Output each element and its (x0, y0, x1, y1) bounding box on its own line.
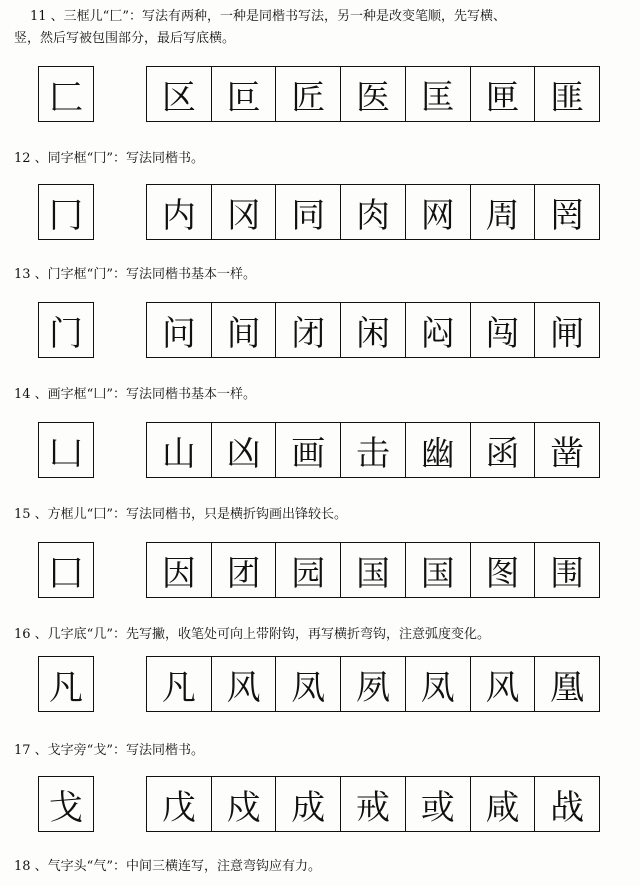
section-16-example-grid (146, 656, 600, 712)
example-cell (212, 777, 277, 831)
radical-char: 凵 (49, 433, 83, 474)
section-11-heading-cont: 竖，然后写被包围部分，最后写底横。 (14, 31, 236, 46)
section-15-example-grid (146, 542, 600, 598)
example-cell (341, 543, 406, 597)
example-char: 击 (356, 433, 391, 474)
example-cell (406, 657, 471, 711)
example-cell (147, 67, 212, 121)
section-11-heading: 11 、三框儿“匚”：写法有两种，一种是同楷书写法，另一种是改变笔顺，先写横、 (30, 9, 506, 24)
example-char: 匪 (550, 77, 585, 118)
example-char: 冈 (226, 195, 261, 236)
example-char: 闲 (356, 313, 391, 354)
example-cell (406, 543, 471, 597)
section-11-radical-box (38, 66, 94, 122)
example-char: 国 (356, 553, 391, 594)
example-cell (406, 185, 471, 239)
section-17-example-grid (146, 776, 600, 832)
radical-char: 凡 (49, 667, 83, 708)
example-cell (147, 185, 212, 239)
example-cell (212, 303, 277, 357)
example-cell (276, 303, 341, 357)
example-cell (341, 303, 406, 357)
example-cell (535, 185, 599, 239)
example-cell (535, 67, 599, 121)
example-char: 国 (420, 553, 455, 594)
example-char: 图 (485, 553, 520, 594)
example-cell (212, 543, 277, 597)
example-char: 匡 (420, 77, 455, 118)
example-cell (147, 423, 212, 477)
example-cell (212, 185, 277, 239)
example-char: 戊 (161, 787, 196, 828)
example-char: 函 (485, 433, 520, 474)
example-char: 闷 (420, 313, 455, 354)
example-char: 闯 (485, 313, 520, 354)
section-13-radical-box (38, 302, 94, 358)
example-char: 问 (161, 313, 196, 354)
section-14-radical-box (38, 422, 94, 478)
example-cell (212, 423, 277, 477)
example-cell (535, 303, 599, 357)
example-cell (471, 657, 536, 711)
example-char: 凤 (420, 667, 455, 708)
example-char: 凶 (226, 433, 261, 474)
example-char: 匣 (485, 77, 520, 118)
example-char: 咸 (485, 787, 520, 828)
example-cell (341, 185, 406, 239)
example-char: 山 (161, 433, 196, 474)
example-cell (276, 67, 341, 121)
example-cell (471, 303, 536, 357)
example-char: 园 (291, 553, 326, 594)
example-cell (147, 303, 212, 357)
section-15-radical-box (38, 542, 94, 598)
example-char: 战 (550, 787, 585, 828)
example-char: 围 (550, 553, 585, 594)
example-char: 成 (291, 787, 326, 828)
example-cell (471, 185, 536, 239)
example-char: 肉 (356, 195, 391, 236)
example-char: 闸 (550, 313, 585, 354)
example-cell (276, 423, 341, 477)
example-cell (212, 67, 277, 121)
example-char: 区 (161, 77, 196, 118)
radical-char: 囗 (49, 553, 83, 594)
example-cell (212, 657, 277, 711)
section-16-heading: 16 、几字底“几”：先写撇，收笔处可向上带附钩，再写横折弯钩，注意弧度变化。 (14, 627, 490, 642)
example-char: 夙 (356, 667, 391, 708)
example-cell (406, 777, 471, 831)
example-char: 凡 (161, 667, 196, 708)
example-cell (147, 657, 212, 711)
example-char: 罔 (550, 195, 585, 236)
section-12-example-grid (146, 184, 600, 240)
example-char: 风 (226, 667, 261, 708)
example-char: 团 (226, 553, 261, 594)
example-char: 闭 (291, 313, 326, 354)
radical-char: 门 (49, 313, 83, 354)
section-16-radical-box (38, 656, 94, 712)
example-cell (341, 67, 406, 121)
example-char: 内 (161, 195, 196, 236)
example-cell (471, 543, 536, 597)
example-cell (535, 543, 599, 597)
example-char: 凰 (550, 667, 585, 708)
example-char: 画 (291, 433, 326, 474)
example-char: 间 (226, 313, 261, 354)
example-cell (276, 543, 341, 597)
example-char: 网 (420, 195, 455, 236)
example-char: 医 (356, 77, 391, 118)
section-12-heading: 12 、同字框“冂”：写法同楷书。 (14, 151, 204, 166)
example-cell (535, 423, 599, 477)
section-11-example-grid (146, 66, 600, 122)
section-13-example-grid (146, 302, 600, 358)
example-char: 凿 (550, 433, 585, 474)
example-char: 戒 (356, 787, 391, 828)
example-cell (147, 777, 212, 831)
example-cell (471, 67, 536, 121)
example-cell (471, 777, 536, 831)
example-cell (406, 423, 471, 477)
example-cell (276, 777, 341, 831)
example-cell (147, 543, 212, 597)
example-char: 幽 (420, 433, 455, 474)
example-cell (341, 657, 406, 711)
example-char: 戍 (226, 787, 261, 828)
example-char: 同 (291, 195, 326, 236)
example-cell (471, 423, 536, 477)
example-cell (276, 657, 341, 711)
example-cell (535, 657, 599, 711)
example-cell (341, 423, 406, 477)
section-17-heading: 17 、戈字旁“戈”：写法同楷书。 (14, 743, 204, 758)
example-cell (535, 777, 599, 831)
section-14-example-grid (146, 422, 600, 478)
example-char: 或 (420, 787, 455, 828)
section-14-heading: 14 、画字框“凵”：写法同楷书基本一样。 (14, 387, 256, 402)
section-13-heading: 13 、门字框“门”：写法同楷书基本一样。 (14, 267, 256, 282)
example-cell (276, 185, 341, 239)
example-char: 叵 (226, 77, 261, 118)
radical-char: 戈 (49, 787, 83, 828)
section-17-radical-box (38, 776, 94, 832)
section-18-heading: 18 、气字头“气”：中间三横连写，注意弯钩应有力。 (14, 859, 321, 874)
example-cell (406, 303, 471, 357)
radical-char: 匚 (49, 77, 83, 118)
example-char: 凤 (291, 667, 326, 708)
section-15-heading: 15 、方框儿“囗”：写法同楷书，只是横折钩画出锋较长。 (14, 507, 347, 522)
example-char: 匠 (291, 77, 326, 118)
example-cell (341, 777, 406, 831)
example-cell (406, 67, 471, 121)
section-12-radical-box (38, 184, 94, 240)
radical-char: 冂 (49, 195, 83, 236)
example-char: 风 (485, 667, 520, 708)
example-char: 周 (485, 195, 520, 236)
example-char: 因 (161, 553, 196, 594)
